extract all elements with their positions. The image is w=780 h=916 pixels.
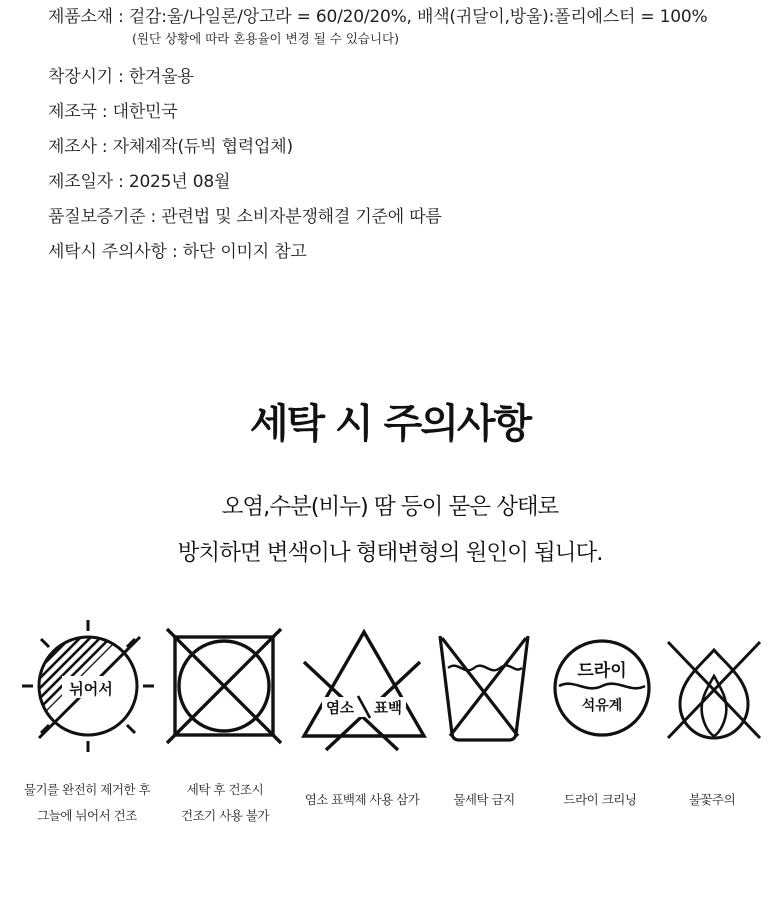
- flame-caption: 불꽃주의: [688, 792, 736, 807]
- no-wash-caption: 물세탁 금지: [453, 792, 515, 807]
- spec-maker: 제조사 : 자체제작(듀빅 협력업체): [48, 137, 293, 157]
- no-tumble-caption-line-2: 건조기 사용 불가: [181, 808, 269, 823]
- flat-dry-caption: [12, 777, 162, 829]
- care-desc-line-1: 오염,수분(비누) 땀 등이 묻은 상태로: [221, 494, 559, 520]
- no-tumble-caption-line-1: 세탁 후 건조시: [186, 782, 264, 797]
- no-bleach-caption: 염소 표백제 사용 삼가: [304, 792, 420, 807]
- dry-clean-petroleum-icon: [550, 636, 654, 740]
- flat-dry-label: 뉘어서: [69, 680, 113, 698]
- bleach-label-right: 표백: [373, 701, 403, 717]
- bleach-label-left: 염소: [325, 701, 355, 717]
- care-title: 세탁 시 주의사항: [249, 401, 531, 447]
- dry-clean-label-bottom: 석유계: [581, 698, 623, 714]
- spec-material: 제품소재 : 겉감:울/나일론/앙고라 = 60/20/20%, 배색(귀달이,방울):폴리에스터 = 100%: [48, 7, 708, 27]
- no-tumble-dry-icon: [164, 626, 284, 746]
- flame-warning-icon: [662, 634, 766, 746]
- spec-material-note: (원단 상황에 따라 혼용율이 변경 될 수 있습니다): [132, 31, 399, 46]
- spec-warranty: 품질보증기준 : 관련법 및 소비자분쟁해결 기준에 따름: [48, 207, 442, 227]
- spec-season: 착장시기 : 한겨울용: [48, 67, 194, 87]
- spec-date: 제조일자 : 2025년 08월: [48, 172, 231, 192]
- no-tumble-caption: [150, 777, 300, 829]
- spec-country: 제조국 : 대한민국: [48, 102, 178, 122]
- flat-dry-caption-line-1: 물기를 완전히 제거한 후: [23, 782, 151, 797]
- flat-dry-caption-line-2: 그늘에 뉘어서 건조: [37, 808, 137, 823]
- dry-clean-caption: 드라이 크리닝: [563, 792, 637, 807]
- dry-clean-label-top: 드라이: [577, 661, 627, 681]
- care-desc-line-2: 방치하면 변색이나 형태변형의 원인이 됩니다.: [177, 540, 603, 566]
- spec-care-ref: 세탁시 주의사항 : 하단 이미지 참고: [48, 242, 307, 262]
- no-water-wash-icon: [434, 630, 534, 746]
- flat-dry-shade-icon: [20, 618, 156, 754]
- no-chlorine-bleach-icon: [298, 626, 430, 752]
